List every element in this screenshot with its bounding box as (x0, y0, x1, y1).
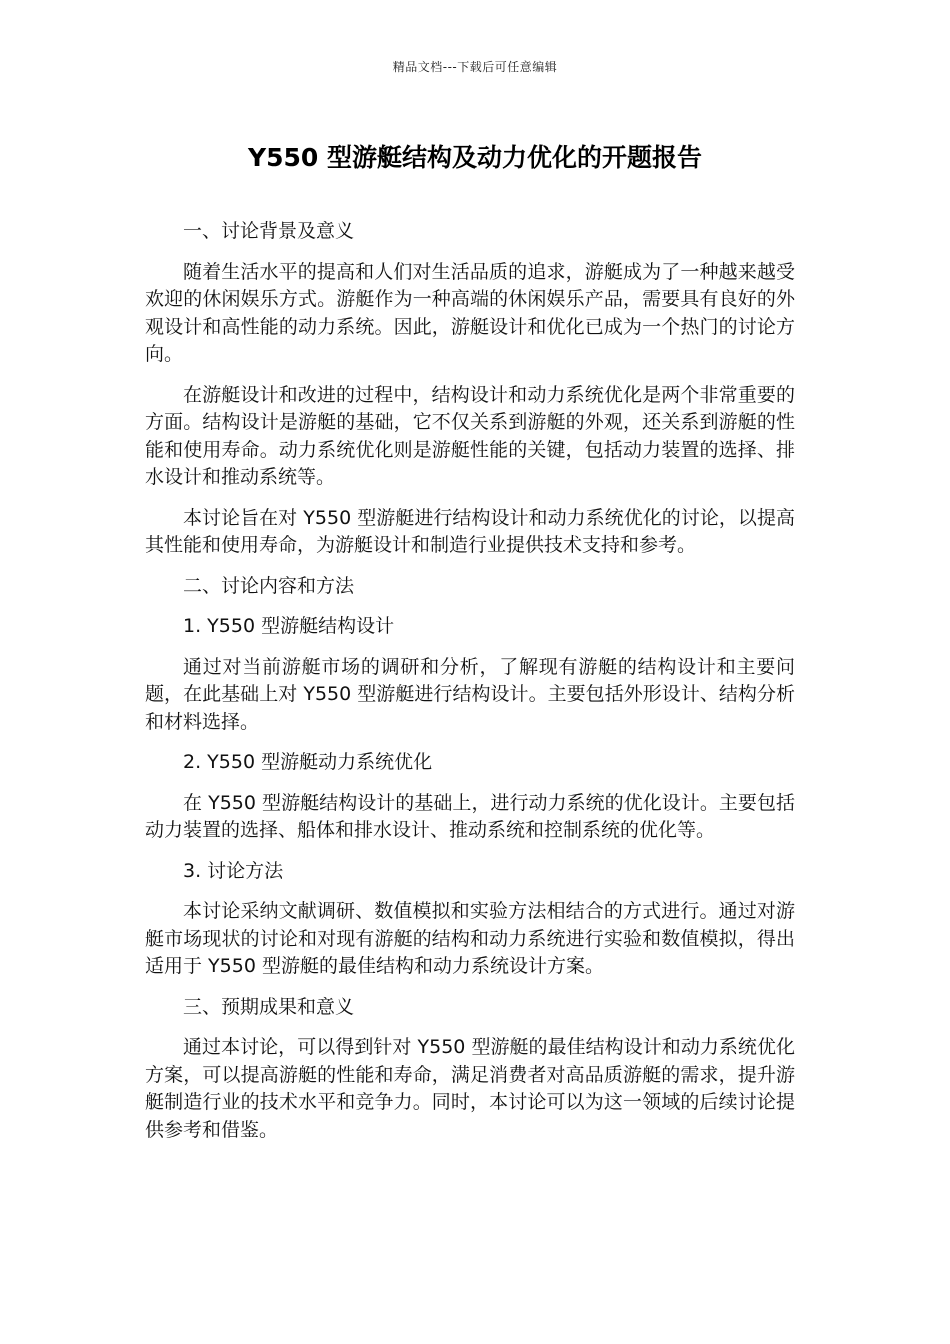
paragraph-structure-design: 通过对当前游艇市场的调研和分析，了解现有游艇的结构设计和主要问题，在此基础上对 Y550 型游艇进行结构设计。主要包括外形设计、结构分析和材料选择。 (145, 655, 795, 733)
paragraph-method: 本讨论采纳文献调研、数值模拟和实验方法相结合的方式进行。通过对游艇市场现状的讨论和对现有游艇的结构和动力系统进行实验和数值模拟，得出适用于 Y550 型游艇的最佳结构和动力系统设计方案。 (145, 900, 795, 977)
document-body (145, 218, 795, 1157)
paragraph-expected-results: 通过本讨论，可以得到针对 Y550 型游艇的最佳结构设计和动力系统优化方案，可以提高游艇的性能和寿命，满足消费者对高品质游艇的需求，提升游艇制造行业的技术水平和竞争力。同时，本讨论可以为这一领域的后续讨论提供参考和借鉴。 (145, 1036, 795, 1141)
subheading-structure-design: 1. Y550 型游艇结构设计 (183, 615, 395, 637)
subheading-method: 3. 讨论方法 (183, 859, 284, 882)
header-note: 精品文档---下载后可任意编辑 (392, 60, 558, 74)
paragraph-background-2: 在游艇设计和改进的过程中，结构设计和动力系统优化是两个非常重要的方面。结构设计是游艇的基础，它不仅关系到游艇的外观，还关系到游艇的性能和使用寿命。动力系统优化则是游艇性能的关键，包括动力装置的选择、排水设计和推动系统等。 (145, 383, 795, 488)
paragraph-background-1: 随着生活水平的提高和人们对生活品质的追求，游艇成为了一种越来越受欢迎的休闲娱乐方式。游艇作为一种高端的休闲娱乐产品，需要具有良好的外观设计和高性能的动力系统。因此，游艇设计和优化已成为一个热门的讨论方向。 (145, 260, 795, 365)
section-heading-content-method: 二、讨论内容和方法 (183, 574, 355, 597)
paragraph-background-3: 本讨论旨在对 Y550 型游艇进行结构设计和动力系统优化的讨论，以提高其性能和使用寿命，为游艇设计和制造行业提供技术支持和参考。 (145, 506, 795, 556)
section-heading-background: 一、讨论背景及意义 (183, 220, 355, 242)
document-title: Y550 型游艇结构及动力优化的开题报告 (248, 143, 702, 172)
subheading-power-optimization: 2. Y550 型游艇动力系统优化 (183, 751, 433, 773)
paragraph-power-optimization: 在 Y550 型游艇结构设计的基础上，进行动力系统的优化设计。主要包括动力装置的选择、船体和排水设计、推动系统和控制系统的优化等。 (145, 791, 795, 841)
section-heading-expected-results: 三、预期成果和意义 (183, 995, 355, 1018)
